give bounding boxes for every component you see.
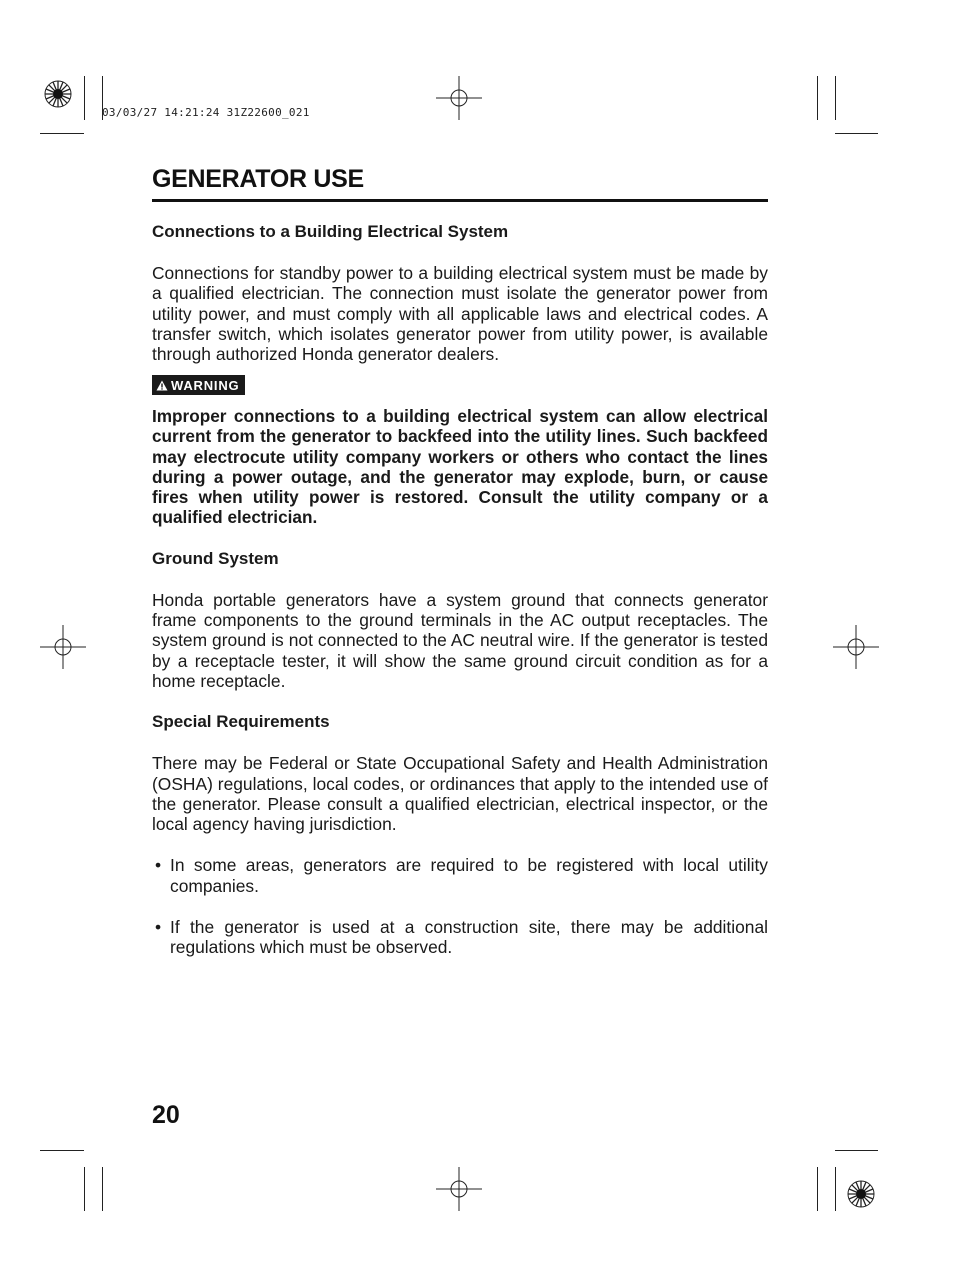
page-title: GENERATOR USE (152, 165, 364, 193)
warning-text: Improper connections to a building electrical system can allow electrical current from the generator to backfeed into the utility lines. Such backfeed may electrocute utility company workers or others who contact the lines during a power outage, and the generator may explode, burn, or cause fires when utility power is restored. Consult the utility company or a qualified electrician. (152, 405, 768, 528)
registration-mark-bottom-right (843, 1176, 879, 1212)
bullet-text: In some areas, generators are required to be registered with local utility companies. (170, 855, 768, 896)
warning-triangle-icon (156, 380, 168, 391)
crop-mark (835, 133, 878, 134)
crosshair-mark-right (833, 625, 879, 669)
list-item (152, 917, 768, 958)
ground-system-paragraph: Honda portable generators have a system ground that connects generator frame components to the ground terminals in the AC output receptacles. The system ground is not connected to the AC neutral wire. If the generator is tested by a receptacle tester, it will show the same ground circuit condition as for a home receptacle. (152, 589, 768, 691)
bullet-icon: • (155, 855, 162, 876)
crop-mark (835, 1167, 836, 1211)
warning-badge (152, 375, 245, 395)
crosshair-mark-top (436, 76, 482, 120)
page-content (152, 222, 768, 958)
crop-mark (40, 133, 84, 134)
warning-label: WARNING (171, 377, 240, 393)
building-connections-paragraph: Connections for standby power to a building electrical system must be made by a qualified electrician. The connection must isolate the generator power from utility power, and must comply with all applicable laws and electrical codes. A transfer switch, which isolates generator power from utility power, is available through authorized Honda generator dealers. (152, 263, 768, 365)
print-timestamp: 03/03/27 14:21:24 31Z22600_021 (102, 106, 310, 119)
registration-mark-top-left (40, 76, 76, 112)
list-item (152, 855, 768, 896)
crop-mark (835, 1150, 878, 1151)
section-heading-special-requirements: Special Requirements (152, 712, 330, 732)
crop-mark (817, 76, 818, 120)
crop-mark (40, 1150, 84, 1151)
crosshair-mark-left (40, 625, 86, 669)
section-heading-ground-system: Ground System (152, 548, 279, 568)
crop-mark (84, 76, 85, 120)
crop-mark (102, 1167, 103, 1211)
title-divider (152, 199, 768, 202)
crop-mark (84, 1167, 85, 1211)
special-requirements-paragraph: There may be Federal or State Occupational Safety and Health Administration (OSHA) regulations, local codes, or ordinances that apply to the intended use of the generator. Please consult a qualified electrician, electrical inspector, or the local agency having jurisdiction. (152, 753, 768, 835)
crop-mark (817, 1167, 818, 1211)
page-number: 20 (152, 1101, 180, 1129)
crop-mark (835, 76, 836, 120)
section-heading-building-connections: Connections to a Building Electrical System (152, 222, 509, 241)
bullet-text: If the generator is used at a construction site, there may be additional regulations which must be observed. (170, 917, 768, 958)
crosshair-mark-bottom (436, 1167, 482, 1211)
bullet-icon: • (155, 917, 162, 938)
